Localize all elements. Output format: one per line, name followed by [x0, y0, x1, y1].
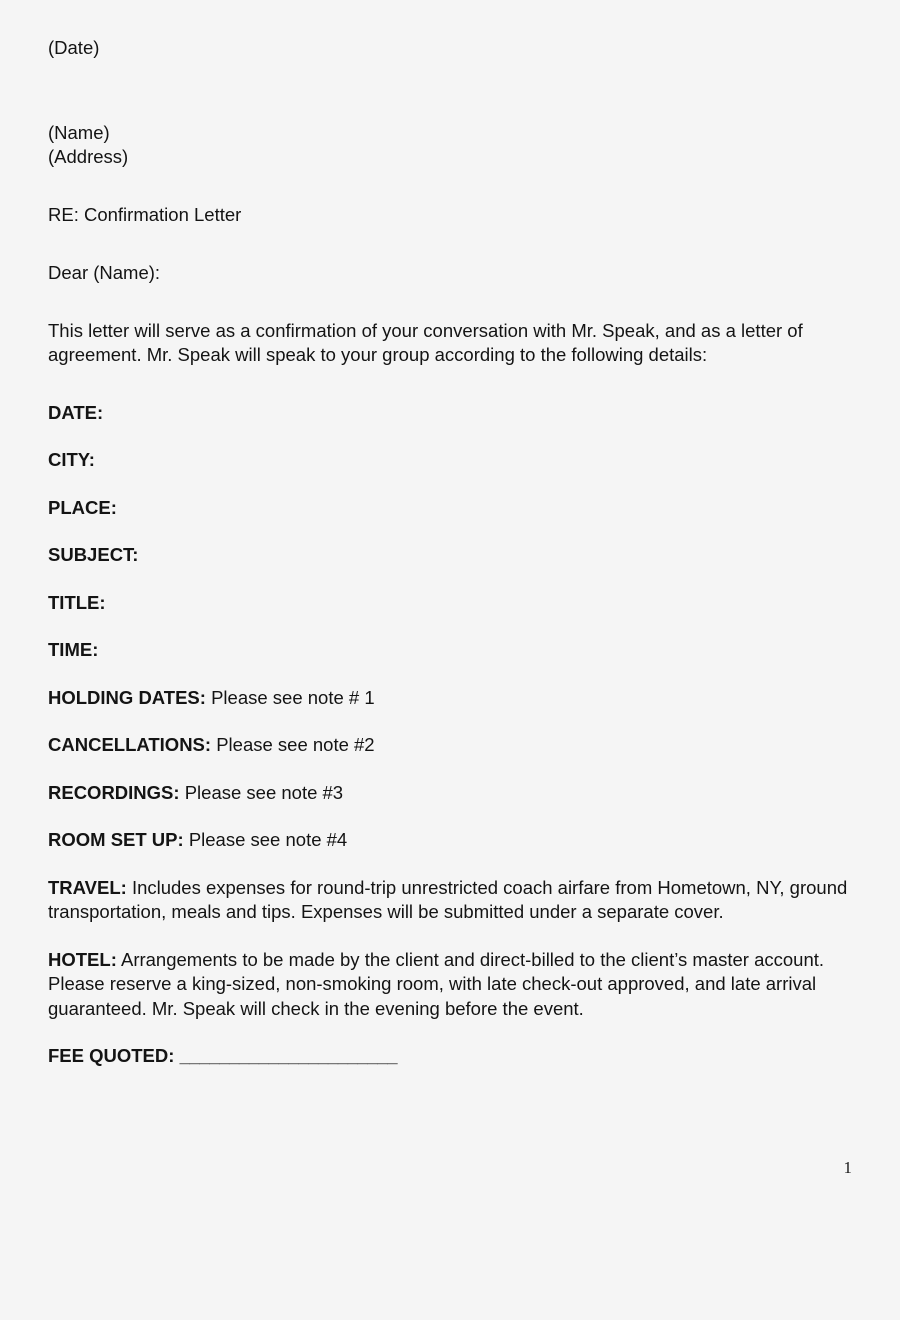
note-row-holding-dates — [48, 686, 850, 711]
field-row-title: TITLE: — [48, 591, 106, 613]
page-number: 1 — [843, 1158, 852, 1177]
note-row-recordings — [48, 781, 850, 806]
note-value-cancellations: Please see note #2 — [216, 734, 375, 755]
detail-text-hotel: Arrangements to be made by the client and direct-billed to the client’s master account. Please reserve a king-sized, non-smoking room, with late check-out approved, and late arrival guaranteed. Mr. Speak will check in the evening before the event. — [48, 948, 825, 1019]
note-label-cancellations: CANCELLATIONS: — [48, 734, 212, 755]
note-value-holding-dates: Please see note # 1 — [211, 686, 375, 708]
field-row-time: TIME: — [48, 639, 99, 660]
date-placeholder: (Date) — [48, 37, 100, 58]
field-row-place: PLACE: — [48, 496, 117, 518]
note-label-holding-dates: HOLDING DATES: — [48, 686, 206, 708]
field-row-date: DATE: — [48, 401, 104, 423]
note-value-recordings: Please see note #3 — [184, 781, 344, 803]
letter-body — [48, 36, 850, 1069]
recipient-name-placeholder: (Name) — [48, 121, 110, 143]
intro-paragraph: This letter will serve as a confirmation of your conversation with Mr. Speak, and as a letter of agreement. Mr. Speak will speak to your group according to the following details: — [48, 319, 803, 365]
detail-paragraph-hotel — [48, 948, 850, 1022]
note-label-recordings: RECORDINGS: — [48, 781, 180, 803]
note-value-room-set-up: Please see note #4 — [188, 829, 348, 850]
detail-paragraph-travel — [48, 876, 850, 925]
note-row-room-set-up — [48, 828, 850, 853]
recipient-address-placeholder: (Address) — [48, 146, 129, 167]
detail-text-travel: Includes expenses for round-trip unrestricted coach airfare from Hometown, NY, ground transportation, meals and tips. Expenses will be submitted under a separate cover. — [48, 876, 848, 922]
salutation: Dear (Name): — [48, 262, 161, 283]
field-row-subject: SUBJECT: — [48, 544, 139, 565]
subject-line: RE: Confirmation Letter — [48, 203, 242, 225]
recipient-block — [48, 121, 850, 170]
note-label-room-set-up: ROOM SET UP: — [48, 829, 184, 850]
fee-quoted-label: FEE QUOTED: — [48, 1045, 175, 1066]
detail-label-hotel: HOTEL: — [48, 948, 117, 970]
field-row-city: CITY: — [48, 449, 95, 470]
fee-quoted-row — [48, 1044, 850, 1069]
fee-quoted-blank-line: ______________________ — [179, 1045, 398, 1066]
note-row-cancellations — [48, 733, 850, 758]
detail-label-travel: TRAVEL: — [48, 876, 127, 898]
